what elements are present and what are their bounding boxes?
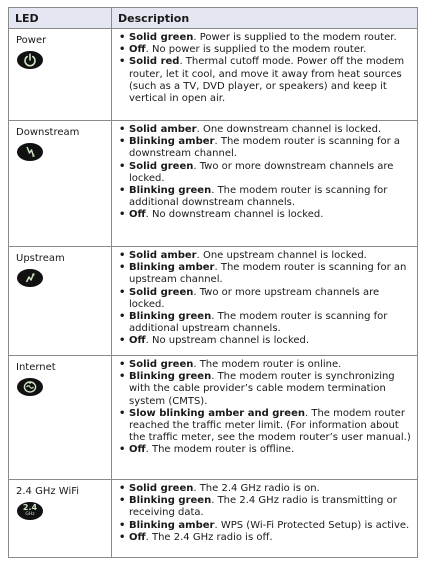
power-icon (17, 51, 43, 69)
description-cell (112, 121, 418, 247)
table-row (9, 356, 418, 480)
table-row (9, 247, 418, 356)
upstream-icon (17, 269, 43, 287)
list-item: • Off. No upstream channel is locked. (117, 335, 413, 347)
led-name: Downstream (16, 127, 80, 138)
led-cell (9, 29, 112, 121)
description-cell (112, 29, 418, 121)
list-item: • Solid red. Thermal cutoff mode. Power off the modem router, let it cool, and move it away from heat sources (such as a TV, DVD player, or speakers) and keep it vertical in open air. (117, 56, 413, 105)
list-item: • Solid green. Two or more downstream channels are locked. (117, 161, 413, 185)
list-item: • Blinking amber. The modem router is scanning for an upstream channel. (117, 262, 413, 286)
downstream-icon (17, 143, 43, 161)
header-description: Description (112, 8, 418, 29)
led-cell (9, 247, 112, 356)
list-item: • Off. The modem router is offline. (117, 444, 413, 456)
table-row (9, 121, 418, 247)
led-name: Internet (16, 362, 56, 373)
list-item: • Blinking green. The modem router is scanning for additional downstream channels. (117, 185, 413, 209)
internet-icon (17, 378, 43, 396)
list-item: • Solid green. The modem router is online. (117, 359, 413, 371)
list-item: • Blinking green. The modem router is scanning for additional upstream channels. (117, 311, 413, 335)
list-item: • Blinking green. The modem router is synchronizing with the cable provider’s cable modem termination system (CMTS). (117, 371, 413, 408)
list-item: • Off. No downstream channel is locked. (117, 209, 413, 221)
list-item: • Blinking amber. The modem router is scanning for a downstream channel. (117, 136, 413, 160)
header-led: LED (9, 8, 112, 29)
list-item: • Off. The 2.4 GHz radio is off. (117, 532, 413, 544)
list-item: • Blinking green. The 2.4 GHz radio is transmitting or receiving data. (117, 495, 413, 519)
wifi-24ghz-icon (17, 502, 43, 520)
list-item: • Solid amber. One downstream channel is locked. (117, 124, 413, 136)
wifi-icon-sublabel: GHz (25, 512, 35, 517)
led-description-table (8, 7, 418, 558)
led-name: Upstream (16, 253, 65, 264)
list-item: • Off. No power is supplied to the modem router. (117, 44, 413, 56)
led-name: Power (16, 35, 47, 46)
led-cell (9, 356, 112, 480)
table-row (9, 480, 418, 558)
description-cell (112, 247, 418, 356)
description-cell (112, 356, 418, 480)
list-item: • Solid green. Two or more upstream channels are locked. (117, 287, 413, 311)
list-item: • Slow blinking amber and green. The modem router reached the traffic meter limit. (For information about the traffic meter, see the modem router’s user manual.) (117, 408, 413, 445)
led-cell (9, 480, 112, 558)
list-item: • Solid green. Power is supplied to the modem router. (117, 32, 413, 44)
list-item: • Blinking amber. WPS (Wi-Fi Protected Setup) is active. (117, 520, 413, 532)
led-name: 2.4 GHz WiFi (16, 486, 80, 497)
led-cell (9, 121, 112, 247)
table-row (9, 29, 418, 121)
description-cell (112, 480, 418, 558)
list-item: • Solid amber. One upstream channel is locked. (117, 250, 413, 262)
table-header-row (9, 8, 418, 29)
list-item: • Solid green. The 2.4 GHz radio is on. (117, 483, 413, 495)
wifi-icon-label: 2.4 (22, 503, 38, 512)
